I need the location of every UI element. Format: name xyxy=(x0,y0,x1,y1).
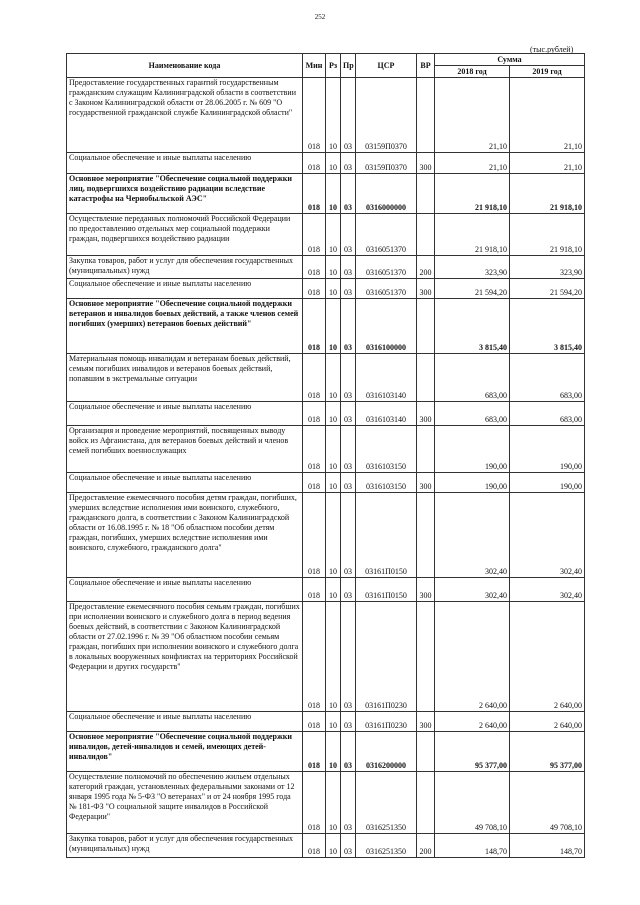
cell-rz: 10 xyxy=(326,299,341,354)
cell-name: Закупка товаров, работ и услуг для обеспечения государственных (муниципальных) нужд xyxy=(67,834,303,858)
cell-min: 018 xyxy=(303,493,326,578)
cell-min: 018 xyxy=(303,279,326,299)
cell-vr: 300 xyxy=(417,712,435,732)
cell-vr xyxy=(417,354,435,402)
cell-rz: 10 xyxy=(326,354,341,402)
cell-pr: 03 xyxy=(341,602,356,712)
cell-min: 018 xyxy=(303,354,326,402)
cell-min: 018 xyxy=(303,256,326,279)
cell-pr: 03 xyxy=(341,834,356,858)
cell-csr: 0316251350 xyxy=(356,772,417,834)
header-2019: 2019 год xyxy=(510,66,585,78)
cell-rz: 10 xyxy=(326,256,341,279)
cell-min: 018 xyxy=(303,732,326,772)
cell-vr xyxy=(417,732,435,772)
cell-2019: 2 640,00 xyxy=(510,712,585,732)
cell-name: Осуществление переданных полномочий Российской Федерации по предоставлению отдельных мер социальной поддержки граждан, подвергшихся воздействию радиации xyxy=(67,214,303,256)
cell-rz: 10 xyxy=(326,602,341,712)
cell-2019: 190,00 xyxy=(510,473,585,493)
cell-pr: 03 xyxy=(341,402,356,426)
cell-2019: 95 377,00 xyxy=(510,732,585,772)
cell-vr: 300 xyxy=(417,473,435,493)
cell-min: 018 xyxy=(303,602,326,712)
cell-vr: 200 xyxy=(417,256,435,279)
cell-2018: 21,10 xyxy=(435,153,510,174)
table-row xyxy=(67,174,585,214)
cell-2018: 683,00 xyxy=(435,402,510,426)
unit-label: (тыс.рублей) xyxy=(530,45,574,54)
cell-2019: 49 708,10 xyxy=(510,772,585,834)
cell-2018: 3 815,40 xyxy=(435,299,510,354)
cell-pr: 03 xyxy=(341,153,356,174)
cell-2018: 190,00 xyxy=(435,473,510,493)
budget-table xyxy=(66,53,585,858)
table-row xyxy=(67,493,585,578)
cell-2018: 21 918,10 xyxy=(435,214,510,256)
cell-rz: 10 xyxy=(326,473,341,493)
cell-min: 018 xyxy=(303,578,326,602)
table-row xyxy=(67,578,585,602)
cell-2019: 148,70 xyxy=(510,834,585,858)
cell-pr: 03 xyxy=(341,772,356,834)
cell-name: Социальное обеспечение и иные выплаты населению xyxy=(67,153,303,174)
cell-pr: 03 xyxy=(341,473,356,493)
cell-2018: 2 640,00 xyxy=(435,602,510,712)
cell-2019: 190,00 xyxy=(510,426,585,473)
cell-pr: 03 xyxy=(341,712,356,732)
cell-vr: 300 xyxy=(417,578,435,602)
cell-2018: 683,00 xyxy=(435,354,510,402)
header-2018: 2018 год xyxy=(435,66,510,78)
cell-2019: 21 918,10 xyxy=(510,214,585,256)
table-row xyxy=(67,256,585,279)
cell-csr: 03159П0370 xyxy=(356,153,417,174)
cell-name: Предоставление ежемесячного пособия семьям граждан, погибших при исполнении воинского и служебного долга в период ведения боевых действий, в соответствии с Законом Калининградской области от 27.02.1996 г. № 39 "Об областном пособии семьям граждан, погибших при исполнении воинского и служебного долга в локальных вооруженных конфликтах на территориях Российской Федерации и других государств" xyxy=(67,602,303,712)
header-rz: Рз xyxy=(326,54,341,78)
header-csr: ЦСР xyxy=(356,54,417,78)
cell-name: Предоставление ежемесячного пособия детям граждан, погибших, умерших вследствие исполнения ими воинского, служебного, гражданского долга, в соответствии с Законом Калининградской области от 16.08.1995 г. № 18 "Об областном пособии детям граждан, погибших, умерших вследствие исполнения ими воинского, служебного, гражданского долга" xyxy=(67,493,303,578)
cell-2018: 95 377,00 xyxy=(435,732,510,772)
cell-name: Осуществление полномочий по обеспечению жильем отдельных категорий граждан, установленных федеральными законами от 12 января 1995 года № 5-ФЗ "О ветеранах" и от 24 ноября 1995 года № 181-ФЗ "О социальной защите инвалидов в Российской Федерации" xyxy=(67,772,303,834)
cell-pr: 03 xyxy=(341,174,356,214)
cell-vr xyxy=(417,299,435,354)
cell-min: 018 xyxy=(303,402,326,426)
cell-csr: 03161П0230 xyxy=(356,602,417,712)
cell-min: 018 xyxy=(303,299,326,354)
cell-rz: 10 xyxy=(326,834,341,858)
table-row xyxy=(67,426,585,473)
cell-pr: 03 xyxy=(341,578,356,602)
cell-vr: 300 xyxy=(417,153,435,174)
cell-2019: 323,90 xyxy=(510,256,585,279)
cell-name: Основное мероприятие "Обеспечение социальной поддержки ветеранов и инвалидов боевых действий, а также членов семей погибших (умерших) ветеранов боевых действий" xyxy=(67,299,303,354)
cell-rz: 10 xyxy=(326,174,341,214)
cell-2018: 2 640,00 xyxy=(435,712,510,732)
cell-name: Социальное обеспечение и иные выплаты населению xyxy=(67,712,303,732)
table-body xyxy=(67,78,585,858)
cell-2018: 190,00 xyxy=(435,426,510,473)
cell-vr xyxy=(417,426,435,473)
cell-pr: 03 xyxy=(341,214,356,256)
cell-vr: 200 xyxy=(417,834,435,858)
cell-pr: 03 xyxy=(341,732,356,772)
cell-rz: 10 xyxy=(326,153,341,174)
table-row xyxy=(67,712,585,732)
cell-2019: 21,10 xyxy=(510,153,585,174)
table-row xyxy=(67,834,585,858)
table-row xyxy=(67,732,585,772)
table-row xyxy=(67,78,585,153)
cell-vr xyxy=(417,772,435,834)
cell-csr: 0316103140 xyxy=(356,402,417,426)
cell-rz: 10 xyxy=(326,772,341,834)
cell-csr: 0316000000 xyxy=(356,174,417,214)
cell-csr: 0316051370 xyxy=(356,279,417,299)
cell-2019: 302,40 xyxy=(510,578,585,602)
cell-min: 018 xyxy=(303,473,326,493)
header-sum: Сумма xyxy=(435,54,585,66)
cell-vr xyxy=(417,602,435,712)
cell-min: 018 xyxy=(303,772,326,834)
cell-csr: 03161П0150 xyxy=(356,493,417,578)
cell-2019: 683,00 xyxy=(510,354,585,402)
cell-min: 018 xyxy=(303,78,326,153)
cell-name: Основное мероприятие "Обеспечение социальной поддержки инвалидов, детей-инвалидов и семей, имеющих детей-инвалидов" xyxy=(67,732,303,772)
header-name: Наименование кода xyxy=(67,54,303,78)
cell-2019: 21 594,20 xyxy=(510,279,585,299)
cell-min: 018 xyxy=(303,426,326,473)
cell-rz: 10 xyxy=(326,402,341,426)
header-vr: ВР xyxy=(417,54,435,78)
cell-2018: 21 594,20 xyxy=(435,279,510,299)
cell-vr xyxy=(417,174,435,214)
cell-csr: 0316103140 xyxy=(356,354,417,402)
cell-name: Организация и проведение мероприятий, посвященных выводу войск из Афганистана, для ветеранов боевых действий и членов семей погибших военнослужащих xyxy=(67,426,303,473)
cell-min: 018 xyxy=(303,214,326,256)
cell-csr: 03161П0150 xyxy=(356,578,417,602)
table-row xyxy=(67,279,585,299)
cell-pr: 03 xyxy=(341,299,356,354)
cell-name: Социальное обеспечение и иные выплаты населению xyxy=(67,279,303,299)
cell-name: Закупка товаров, работ и услуг для обеспечения государственных (муниципальных) нужд xyxy=(67,256,303,279)
cell-2019: 3 815,40 xyxy=(510,299,585,354)
cell-min: 018 xyxy=(303,153,326,174)
cell-pr: 03 xyxy=(341,78,356,153)
cell-csr: 0316200000 xyxy=(356,732,417,772)
table-row xyxy=(67,473,585,493)
cell-name: Предоставление государственных гарантий государственным гражданским служащим Калининградской области в соответствии с Законом Калининградской области от 28.06.2005 г. № 609 "О государственной гражданской службе Калининградской области" xyxy=(67,78,303,153)
cell-rz: 10 xyxy=(326,732,341,772)
table-row xyxy=(67,214,585,256)
cell-csr: 0316100000 xyxy=(356,299,417,354)
table-row xyxy=(67,153,585,174)
cell-min: 018 xyxy=(303,712,326,732)
cell-csr: 0316051370 xyxy=(356,214,417,256)
cell-csr: 0316051370 xyxy=(356,256,417,279)
header-pr: Пр xyxy=(341,54,356,78)
cell-2018: 49 708,10 xyxy=(435,772,510,834)
cell-vr xyxy=(417,214,435,256)
cell-rz: 10 xyxy=(326,493,341,578)
cell-vr xyxy=(417,78,435,153)
cell-name: Социальное обеспечение и иные выплаты населению xyxy=(67,473,303,493)
cell-2019: 683,00 xyxy=(510,402,585,426)
cell-name: Основное мероприятие "Обеспечение социальной поддержки лиц, подвергшихся воздействию радиации вследствие катастрофы на Чернобыльской АЭС" xyxy=(67,174,303,214)
cell-pr: 03 xyxy=(341,354,356,402)
cell-rz: 10 xyxy=(326,712,341,732)
cell-rz: 10 xyxy=(326,279,341,299)
cell-pr: 03 xyxy=(341,426,356,473)
cell-pr: 03 xyxy=(341,279,356,299)
cell-2018: 21 918,10 xyxy=(435,174,510,214)
table-row xyxy=(67,299,585,354)
cell-2018: 21,10 xyxy=(435,78,510,153)
header-min: Мин xyxy=(303,54,326,78)
cell-name: Социальное обеспечение и иные выплаты населению xyxy=(67,402,303,426)
cell-pr: 03 xyxy=(341,256,356,279)
cell-2018: 302,40 xyxy=(435,493,510,578)
cell-csr: 0316103150 xyxy=(356,426,417,473)
cell-pr: 03 xyxy=(341,493,356,578)
cell-csr: 0316251350 xyxy=(356,834,417,858)
cell-vr: 300 xyxy=(417,279,435,299)
cell-2019: 302,40 xyxy=(510,493,585,578)
cell-csr: 0316103150 xyxy=(356,473,417,493)
cell-csr: 03159П0370 xyxy=(356,78,417,153)
table-row xyxy=(67,602,585,712)
table-row xyxy=(67,772,585,834)
cell-name: Социальное обеспечение и иные выплаты населению xyxy=(67,578,303,602)
cell-vr: 300 xyxy=(417,402,435,426)
cell-2018: 323,90 xyxy=(435,256,510,279)
cell-rz: 10 xyxy=(326,426,341,473)
cell-name: Материальная помощь инвалидам и ветеранам боевых действий, семьям погибших инвалидов и ветеранов боевых действий, попавшим в экстремальные ситуации xyxy=(67,354,303,402)
table-row xyxy=(67,354,585,402)
cell-rz: 10 xyxy=(326,78,341,153)
table-row xyxy=(67,402,585,426)
cell-vr xyxy=(417,493,435,578)
cell-2019: 2 640,00 xyxy=(510,602,585,712)
cell-min: 018 xyxy=(303,174,326,214)
cell-2018: 148,70 xyxy=(435,834,510,858)
cell-rz: 10 xyxy=(326,578,341,602)
cell-min: 018 xyxy=(303,834,326,858)
cell-2019: 21 918,10 xyxy=(510,174,585,214)
cell-2018: 302,40 xyxy=(435,578,510,602)
page-number: 252 xyxy=(314,13,326,21)
cell-csr: 03161П0230 xyxy=(356,712,417,732)
cell-2019: 21,10 xyxy=(510,78,585,153)
cell-rz: 10 xyxy=(326,214,341,256)
